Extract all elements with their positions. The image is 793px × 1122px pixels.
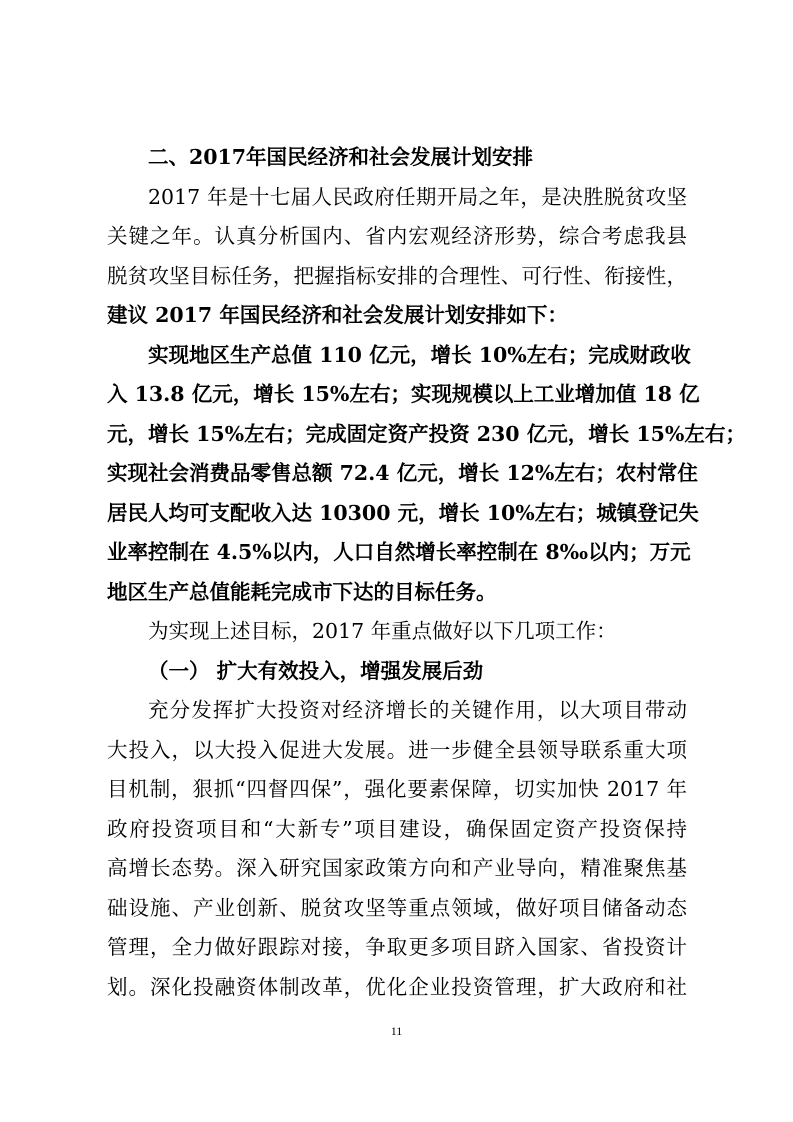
page-body [107,138,746,1007]
paragraph-line: 大投入，以大投入促进大发展。进一步健全县领导联系重大项 [107,737,687,762]
paragraph-line: 管理，全力做好跟踪对接，争取更多项目跻入国家、省投资计 [107,935,687,959]
paragraph-line: 划。深化投融资体制改革，优化企业投资管理，扩大政府和社 [107,974,687,999]
paragraph-line: 2017 年是十七届人民政府任期开局之年，是决胜脱贫攻坚 [148,184,687,209]
paragraph-line-bold: 元，增长 15%左右；完成固定资产投资 230 亿元，增长 15%左右； [107,421,746,446]
paragraph-line-bold: 业率控制在 4.5%以内，人口自然增长率控制在 8‰以内；万元 [107,540,691,564]
paragraph-line-bold: 实现社会消费品零售总额 72.4 亿元，增长 12%左右；农村常住 [107,461,698,485]
subsection-heading: （一） 扩大有效投入，增强发展后劲 [148,658,484,683]
paragraph-line-bold: 实现地区生产总值 110 亿元，增长 10%左右；完成财政收 [148,342,691,367]
work-intro-line: 为实现上述目标，2017 年重点做好以下几项工作： [148,619,617,643]
paragraph-line-bold: 地区生产总值能耗完成市下达的目标任务。 [107,579,497,604]
paragraph-line-bold: 建议 2017 年国民经济和社会发展计划安排如下： [107,303,568,327]
paragraph-line-bold: 居民人均可支配收入达 10300 元，增长 10%左右；城镇登记失 [107,500,699,525]
paragraph-line: 目机制，狠抓“四督四保”，强化要素保障，切实加快 2017 年 [107,777,687,801]
page-number: 11 [390,1024,403,1038]
paragraph-line: 充分发挥扩大投资对经济增长的关键作用，以大项目带动 [148,698,687,722]
paragraph-line-bold: 入 13.8 亿元，增长 15%左右；实现规模以上工业增加值 18 亿 [107,382,700,406]
section-heading: 二、2017年国民经济和社会发展计划安排 [148,145,534,169]
paragraph-line: 脱贫攻坚目标任务，把握指标安排的合理性、可行性、衔接性， [107,263,687,288]
paragraph-line: 关键之年。认真分析国内、省内宏观经济形势，综合考虑我县 [107,224,687,248]
paragraph-line: 础设施、产业创新、脱贫攻坚等重点领域，做好项目储备动态 [107,895,687,920]
paragraph-line: 政府投资项目和“大新专”项目建设，确保固定资产投资保持 [107,816,687,841]
paragraph-line: 高增长态势。深入研究国家政策方向和产业导向，精准聚焦基 [107,856,687,880]
targets-paragraph [107,336,746,613]
intro-paragraph [107,178,687,336]
subsection-paragraph [107,691,687,1007]
